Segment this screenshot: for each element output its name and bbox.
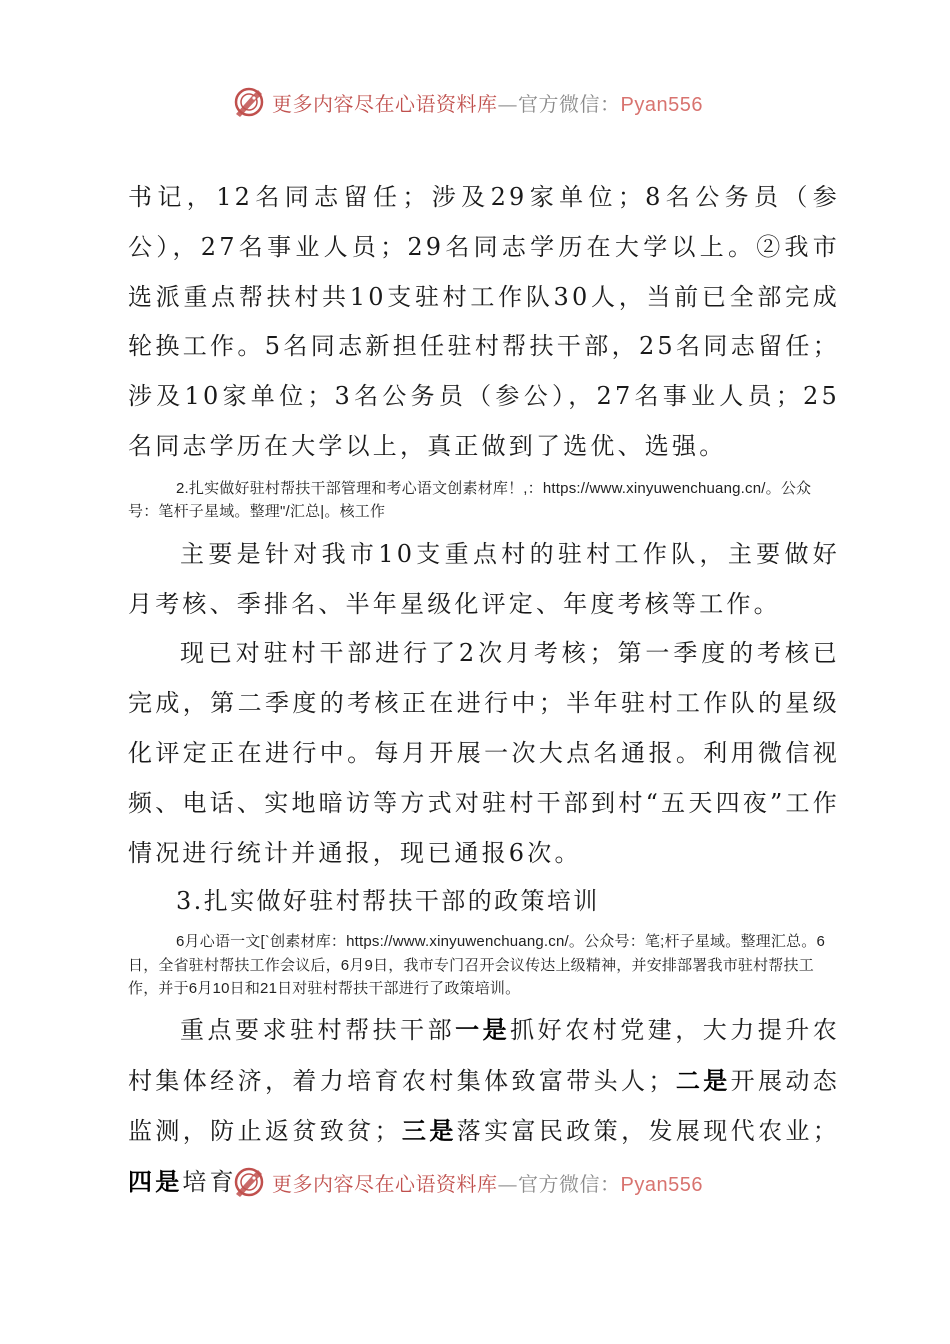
req-text-4: 培育 bbox=[182, 1168, 237, 1197]
banner-label: 官方微信： bbox=[518, 91, 621, 116]
footer-banner bbox=[0, 1162, 950, 1202]
req-text-1: 抓好农村党建，大力提升农村集体经济，着力培育农村集体致富带头人； bbox=[128, 1015, 840, 1095]
banner-dash: — bbox=[497, 91, 518, 116]
req-intro: 重点要求驻村帮扶干部 bbox=[180, 1015, 456, 1044]
banner-label: 官方微信： bbox=[518, 1171, 621, 1196]
req-key-2: 二是 bbox=[675, 1065, 731, 1095]
req-text-3: 落实富民政策，发展现代农业； bbox=[456, 1117, 841, 1146]
source-note-2: 6月心语一文[`创素材库：https://www.xinyuwenchuang.cn/。公众号：笔;杆子星域。整理汇总。6日，全省驻村帮扶工作会议后，6月9日，我市专门召开会议传达上级精神，并安排部署我市驻村帮扶工作，并于6月10日和21日对驻村帮扶干部进行了政策培训。 bbox=[128, 933, 825, 998]
source-note-1: 2.扎实做好驻村帮扶干部管理和考心语文创素材库！,：https://www.xinyuwenchuang.cn/。公众号：笔杆子星域。整理"/汇总|。核工作 bbox=[128, 479, 812, 521]
paragraph-assessment-scope: 主要是针对我市10支重点村的驻村工作队，主要做好月考核、季排名、半年星级化评定、年度考核等工作。 bbox=[128, 539, 840, 618]
banner-title: 更多内容尽在心语资料库 bbox=[272, 1171, 498, 1196]
banner-account: Pyan556 bbox=[620, 1173, 703, 1196]
req-key-3: 三是 bbox=[401, 1116, 457, 1146]
banner-title: 更多内容尽在心语资料库 bbox=[272, 91, 498, 116]
banner-text bbox=[272, 1168, 703, 1197]
document-body bbox=[128, 173, 840, 1208]
req-text-2: 开展动态监测，防止返贫致贫； bbox=[128, 1066, 840, 1146]
pen-nib-logo-icon bbox=[232, 84, 268, 120]
banner-account: Pyan556 bbox=[620, 93, 703, 116]
banner-dash: — bbox=[497, 1171, 518, 1196]
pen-nib-logo-icon bbox=[232, 1164, 268, 1200]
banner-text bbox=[272, 88, 703, 117]
paragraph-assessment-progress: 现已对驻村干部进行了2次月考核；第一季度的考核已完成，第二季度的考核正在进行中；半年驻村工作队的星级化评定正在进行中。每月开展一次大点名通报。利用微信视频、电话、实地暗访等方式对驻村干部到村“五天四夜”工作情况进行统计并通报，现已通报6次。 bbox=[128, 639, 840, 867]
header-banner bbox=[0, 82, 950, 122]
section-heading-training: 3.扎实做好驻村帮扶干部的政策培训 bbox=[176, 887, 600, 916]
paragraph-personnel: 书记，12名同志留任；涉及29家单位；8名公务员（参公），27名事业人员；29名同志学历在大学以上。②我市选派重点帮扶村共10支驻村工作队30人，当前已全部完成轮换工作。5名同志新担任驻村帮扶干部，25名同志留任；涉及10家单位；3名公务员（参公），27名事业人员；25名同志学历在大学以上，真正做到了选优、选强。 bbox=[128, 183, 840, 460]
req-key-4: 四是 bbox=[128, 1167, 183, 1197]
req-key-1: 一是 bbox=[455, 1014, 511, 1044]
